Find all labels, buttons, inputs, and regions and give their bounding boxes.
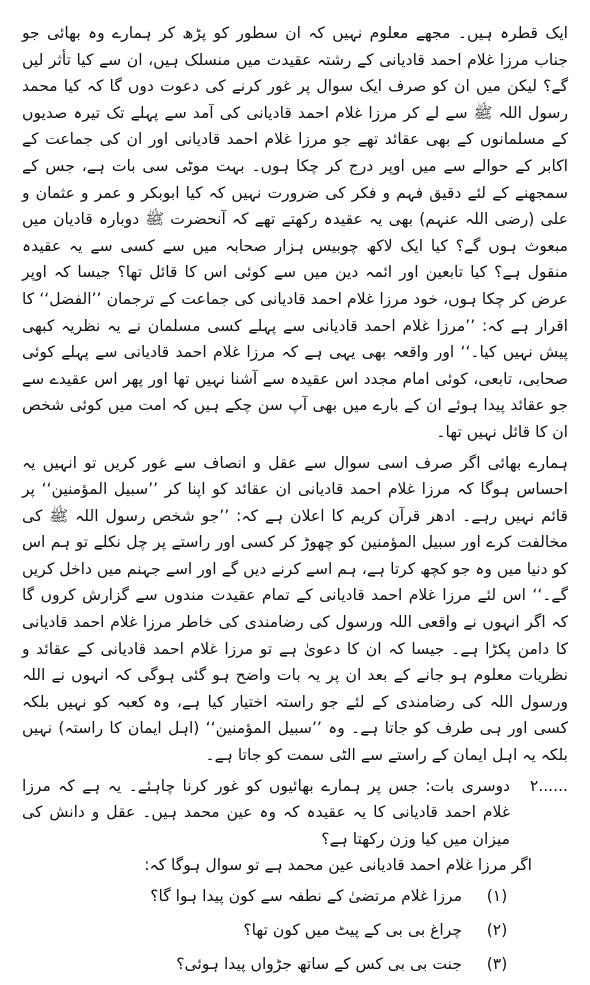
body-paragraph-1: ایک قطرہ ہیں۔ مجھے معلوم نہیں کہ ان سطور کو پڑھ کر ہمارے وہ بھائی جو جناب مرزا غلام احمد قادیانی کے رشتہ عقیدت میں منسلک ہیں، ان سے کیا تأثر لیں گے؟ لیکن میں ان کو صرف ایک سوال پر غور کرنے کی دعوت دوں گا کہ کیا محمد رسول اللہ ﷺ سے لے کر مرزا غلام احمد قادیانی کی آمد سے پہلے تک تیرہ صدیوں کے مسلمانوں کے بھی عقائد تھے جو مرزا غلام احمد قادیانی اور ان کی جماعت کے اکابر کے حوالے سے میں اوپر درج کر چکا ہوں۔ بہت موٹی سی بات ہے، جس کے سمجھنے کے لئے دقیق فہم و فکر کی ضرورت نہیں کہ کیا ابوبکر و عمر و عثمان و علی (رضی اللہ عنہم) بھی یہ عقیدہ رکھتے تھے کہ آنحضرت ﷺ دوبارہ قادیان میں مبعوث ہوں گے؟ کیا ایک لاکھ چوبیس ہزار صحابہ میں سے کسی سے یہ عقیدہ منقول ہے؟ کیا تابعین اور ائمہ دین میں سے کوئی اس کا قائل تھا؟ جیسا کہ اوپر عرض کر چکا ہوں، خود مرزا غلام احمد قادیانی کی جماعت کے ترجمان ’’الفضل‘‘ کا اقرار ہے کہ: ’’مرزا غلام احمد قادیانی سے پہلے کسی مسلمان نے یہ نظریہ کبھی پیش نہیں کیا۔‘‘ اور واقعہ بھی یہی ہے کہ مرزا غلام احمد قادیانی سے پہلے کوئی صحابی، تابعی، کوئی امام مجدد اس عقیدہ سے آشنا نہیں تھا اور پھر اس عقیدے سے جو عقائد پیدا ہوئے ان کے بارے میں بھی آپ سن چکے ہیں کہ امت میں کوئی شخص ان کا قائل نہیں تھا۔ (22, 24, 568, 441)
second-point-text: دوسری بات: جس پر ہمارے بھائیوں کو غور کرنا چاہئے۔ یہ ہے کہ مرزا غلام احمد قادیانی کا یہ عقیدہ کہ وہ عین محمد ہیں۔ عقل و دانش کی میزان میں کیا وزن رکھتا ہے؟ (22, 776, 510, 848)
questions-intro: اگر مرزا غلام احمد قادیانی عین محمد ہے تو سوال ہوگا کہ: (144, 856, 532, 875)
question-item (22, 951, 532, 985)
body-paragraph-2: ہمارے بھائی اگر صرف اسی سوال سے عقل و انصاف سے غور کریں تو انہیں یہ احساس ہوگا کہ مرزا غلام احمد قادیانی ان عقائد کو اپنا کر ’’سبیل المؤمنین‘‘ پر قائم نہیں رہے۔ ادھر قرآن کریم کا اعلان ہے کہ: ’’جو شخص رسول اللہ ﷺ کی مخالفت کرے اور سبیل المؤمنین کو چھوڑ کر کسی اور راستے پر چل نکلے تو ہم اس کو دنیا میں وہ جو کچھ کرتا ہے، ہم اسے کرنے دیں گے اور اسے جہنم میں داخل کریں گے۔‘‘ اس لئے مرزا غلام احمد قادیانی کے تمام عقیدت مندوں سے گزارش کروں گا کہ اگر انہوں نے واقعی اللہ ورسول کی رضامندی کی خاطر مرزا غلام احمد قادیانی کا دامن پکڑا ہے۔ جیسا کہ ان کا دعویٰ ہے تو مرزا غلام احمد قادیانی کے عقائد و نظریات معلوم ہو جانے کے بعد ان پر یہ بات واضح ہو گئی ہوگی کہ انہوں نے اللہ ورسول اللہ کی رضامندی کے لئے جو راستہ اختیار کیا ہے، وہ کعبہ کو نہیں بلکہ کسی اور ہی طرف کو جاتا ہے۔ وہ ’’سبیل المؤمنین‘‘ (اہل ایمان کا راستہ) نہیں بلکہ یہ اہل ایمان کے راستے سے الٹی سمت کو جاتا ہے۔ (22, 453, 568, 765)
question-number: (۲) (486, 921, 508, 939)
question-number: (۳) (486, 955, 508, 973)
question-list (22, 883, 532, 985)
second-point (22, 773, 568, 853)
question-text: جنت بی بی کس کے ساتھ جڑواں پیدا ہوئی؟ (176, 955, 462, 973)
question-item (22, 917, 532, 951)
question-text: مرزا غلام مرتضیٰ کے نطفہ سے کون پیدا ہوا گا؟ (150, 887, 462, 905)
question-number: (۱) (486, 887, 508, 905)
question-text: چراغ بی بی کے پیٹ میں کون تھا؟ (243, 921, 462, 939)
second-point-number: ۲...... (529, 776, 568, 795)
question-item (22, 883, 532, 917)
